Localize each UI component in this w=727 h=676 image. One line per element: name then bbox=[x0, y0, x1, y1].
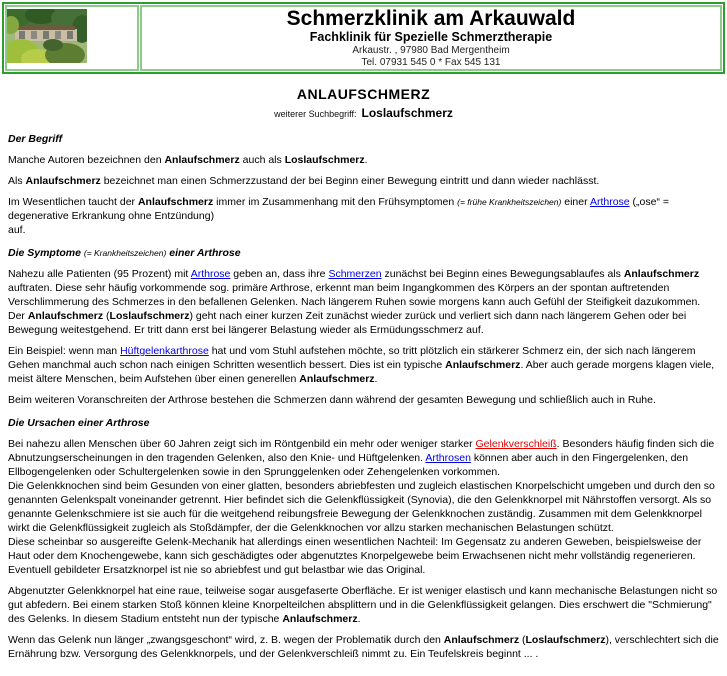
text-segment: Als bbox=[8, 175, 26, 187]
text-segment: auch als bbox=[239, 154, 285, 166]
text-segment: Ein Beispiel: wenn man bbox=[8, 345, 121, 357]
text-segment: Anlaufschmerz bbox=[445, 359, 521, 371]
text-segment: . Besonders häufig finden sich die Abnutzungserscheinungen in den tragenden Gelenken, also den Knie- und Hüftgelenken. bbox=[8, 438, 715, 464]
text-segment: ( bbox=[519, 634, 526, 646]
clinic-phone: Tel. 07931 545 0 * Fax 545 131 bbox=[361, 57, 501, 68]
text-segment: Nahezu alle Patienten (95 Prozent) mit bbox=[8, 268, 191, 280]
text-segment: Anlaufschmerz bbox=[164, 154, 240, 166]
text-segment: Anlaufschmerz bbox=[25, 175, 101, 187]
text-segment: immer im Zusammenhang mit den Frühsymptomen bbox=[213, 196, 458, 208]
link-arthrose[interactable]: Arthrose bbox=[589, 196, 630, 208]
link-arthrosen[interactable]: Arthrosen bbox=[425, 452, 471, 464]
text-segment: (= frühe Krankheitszeichen) bbox=[457, 197, 562, 207]
text-segment: auftraten. Diese sehr häufig vorkommende sog. primäre Arthrose, erkennt man beim Ingangkommen des Körpers an der spontan auftretenden Verschlimmerung des Schmerzes in den befallenen Gelenken. Nach längerem Ruhen sowie morgens kann auch Gefühl der Steifigkeit dazukommen. Der bbox=[8, 282, 701, 322]
paragraph bbox=[8, 393, 719, 407]
text-segment: (= Krankheitszeichen) bbox=[83, 248, 167, 258]
paragraph bbox=[8, 174, 719, 188]
header-table bbox=[2, 2, 725, 74]
clinic-title: Schmerzklinik am Arkauwald bbox=[286, 7, 576, 30]
text-segment: Diese scheinbar so ausgereifte Gelenk-Mechanik hat allerdings einen wesentlichen Nachteil: Im Gegensatz zu anderen Geweben, beispielsweise der Haut oder dem Knochengewebe, kann sich geschädigtes oder abgenutztes Knorpelgewebe beim Erwachsenen nicht mehr vollständig regenerieren. Eventuell gebildeter Ersatzknorpel ist nie so abriebfest und gut belastbar wie das Original. bbox=[8, 536, 702, 576]
text-segment: . Aber auch gerade morgens klagen viele, meist ältere Menschen, beim Aufstehen über einen generellen bbox=[8, 359, 715, 385]
text-segment: . bbox=[364, 154, 368, 166]
article bbox=[8, 86, 719, 661]
text-segment: geben an, dass ihre bbox=[230, 268, 329, 280]
header-text-cell bbox=[140, 5, 722, 71]
text-segment: Loslaufschmerz bbox=[109, 310, 190, 322]
paragraph bbox=[8, 153, 719, 167]
link-schmerzen[interactable]: Schmerzen bbox=[328, 268, 382, 280]
clinic-address: Arkaustr. , 97980 Bad Mergentheim bbox=[352, 45, 510, 56]
text-segment: . bbox=[374, 373, 378, 385]
clinic-subtitle: Fachklinik für Spezielle Schmerztherapie bbox=[309, 30, 553, 44]
link-arthrose[interactable]: Arthrose bbox=[190, 268, 231, 280]
text-segment: Manche Autoren bezeichnen den bbox=[8, 154, 165, 166]
text-segment: Anlaufschmerz bbox=[137, 196, 214, 208]
paragraph bbox=[8, 344, 719, 386]
text-segment: können aber auch in den Fingergelenken, den Ellbogengelenken oder Schultergelenken sowie in den Sprunggelenken oder Zehengelenken vorkommen. bbox=[8, 452, 689, 478]
text-segment: Anlaufschmerz bbox=[443, 634, 520, 646]
text-segment: („ose“ = degenerative Erkrankung ohne Entzündung) bbox=[8, 196, 670, 222]
text-segment: Loslaufschmerz bbox=[525, 634, 606, 646]
paragraph bbox=[8, 267, 719, 337]
text-segment: auf. bbox=[8, 224, 26, 236]
text-segment: hat und vom Stuhl aufstehen möchte, so tritt plötzlich ein stärkerer Schmerz ein, der sich nach längerem Gehen manchmal auch schon nach einigen Schritten wesentlich bessert. Dies ist ein typische bbox=[8, 345, 696, 371]
text-segment: ) geht nach einer kurzen Zeit zunächst wieder zurück und verliert sich dann nach längerem Gehen oder bei Bewegung weitestgehend. Er tritt dann erst bei längerer Belastung wieder als Ermüdungsschmerz auf. bbox=[8, 310, 687, 336]
text-segment: Wenn das Gelenk nun länger „zwangsgeschont“ wird, z. B. wegen der Problematik durch den bbox=[8, 634, 444, 646]
link-gelenkverschleiss[interactable]: Gelenkverschleiß bbox=[475, 438, 557, 450]
text-segment: ), verschlechtert sich die Ernährung bzw. Versorgung des Gelenkknorpels, und der Gelenkverschleiß nimmt zu. Ein Teufelskreis beginnt ... . bbox=[8, 634, 719, 660]
header-photo-cell bbox=[5, 5, 139, 71]
text-segment: Die Ursachen einer Arthrose bbox=[8, 417, 150, 429]
search-line bbox=[8, 104, 719, 122]
search-term: Loslaufschmerz bbox=[361, 106, 453, 120]
link-hueftgelenkarthrose[interactable]: Hüftgelenkarthrose bbox=[120, 345, 209, 357]
text-segment: Anlaufschmerz bbox=[282, 613, 358, 625]
text-segment: zunächst bei Beginn eines Bewegungsablaufes als bbox=[381, 268, 624, 280]
text-segment: Loslaufschmerz bbox=[284, 154, 365, 166]
text-segment: Der Begriff bbox=[8, 133, 63, 145]
search-label: weiterer Suchbegriff: bbox=[274, 109, 357, 119]
paragraph bbox=[8, 633, 719, 661]
paragraph bbox=[8, 584, 719, 626]
section-heading bbox=[8, 132, 719, 146]
text-segment: ( bbox=[103, 310, 110, 322]
text-segment: Abgenutzter Gelenkknorpel hat eine raue, teilweise sogar ausgefaserte Oberfläche. Er ist weniger elastisch und kann mechanische Belastungen nicht so gut abfedern. Bei einem starken Stoß können kleine Knorpelteilchen absplittern und in die Gelenkflüssigkeit gelangen. Dies erschwert die "Schmierung" des Gelenks. In diesem Stadium entsteht nun der typische bbox=[8, 585, 718, 625]
clinic-photo bbox=[7, 9, 87, 63]
paragraph bbox=[8, 437, 719, 577]
text-segment: Bei nahezu allen Menschen über 60 Jahren zeigt sich im Röntgenbild ein mehr oder weniger starker bbox=[8, 438, 476, 450]
text-segment: bezeichnet man einen Schmerzzustand der bei Beginn einer Bewegung eintritt und dann wieder nachlässt. bbox=[100, 175, 600, 187]
article-body bbox=[8, 132, 719, 661]
text-segment: Beim weiteren Voranschreiten der Arthrose bestehen die Schmerzen dann während der gesamten Bewegung und schließlich auch in Ruhe. bbox=[8, 394, 656, 406]
text-segment: Anlaufschmerz bbox=[27, 310, 104, 322]
text-segment: einer bbox=[561, 196, 590, 208]
section-heading bbox=[8, 246, 719, 260]
text-segment: einer Arthrose bbox=[166, 247, 241, 259]
section-heading bbox=[8, 416, 719, 430]
text-segment: Anlaufschmerz bbox=[623, 268, 700, 280]
text-segment: . bbox=[357, 613, 361, 625]
text-segment: Anlaufschmerz bbox=[299, 373, 375, 385]
text-segment: Die Symptome bbox=[8, 247, 84, 259]
text-segment: Im Wesentlichen taucht der bbox=[8, 196, 138, 208]
paragraph bbox=[8, 195, 719, 237]
article-title: ANLAUFSCHMERZ bbox=[296, 86, 431, 102]
text-segment: Die Gelenkknochen sind beim Gesunden von einer glatten, besonders abriebfesten und zugleich elastischen Knorpelschicht umgeben und durch den so genannten Gelenkspalt voneinander getrennt. Hier befindet sich die Gelenkflüssigkeit (Synovia), die den Gelenkknorpel mit Nährstoffen versorgt. Als so genannte Gelenkschmiere ist sie auch für die weitgehend reibungsfreie Bewegung der Gelenkknochen zuständig. Zusammen mit dem Gelenkknorpel wirkt die Gelenkflüssigkeit zugleich als Stoßdämpfer, der die Gelenkknochen vor allzu starken mechanischen Belastungen schützt. bbox=[8, 480, 715, 534]
